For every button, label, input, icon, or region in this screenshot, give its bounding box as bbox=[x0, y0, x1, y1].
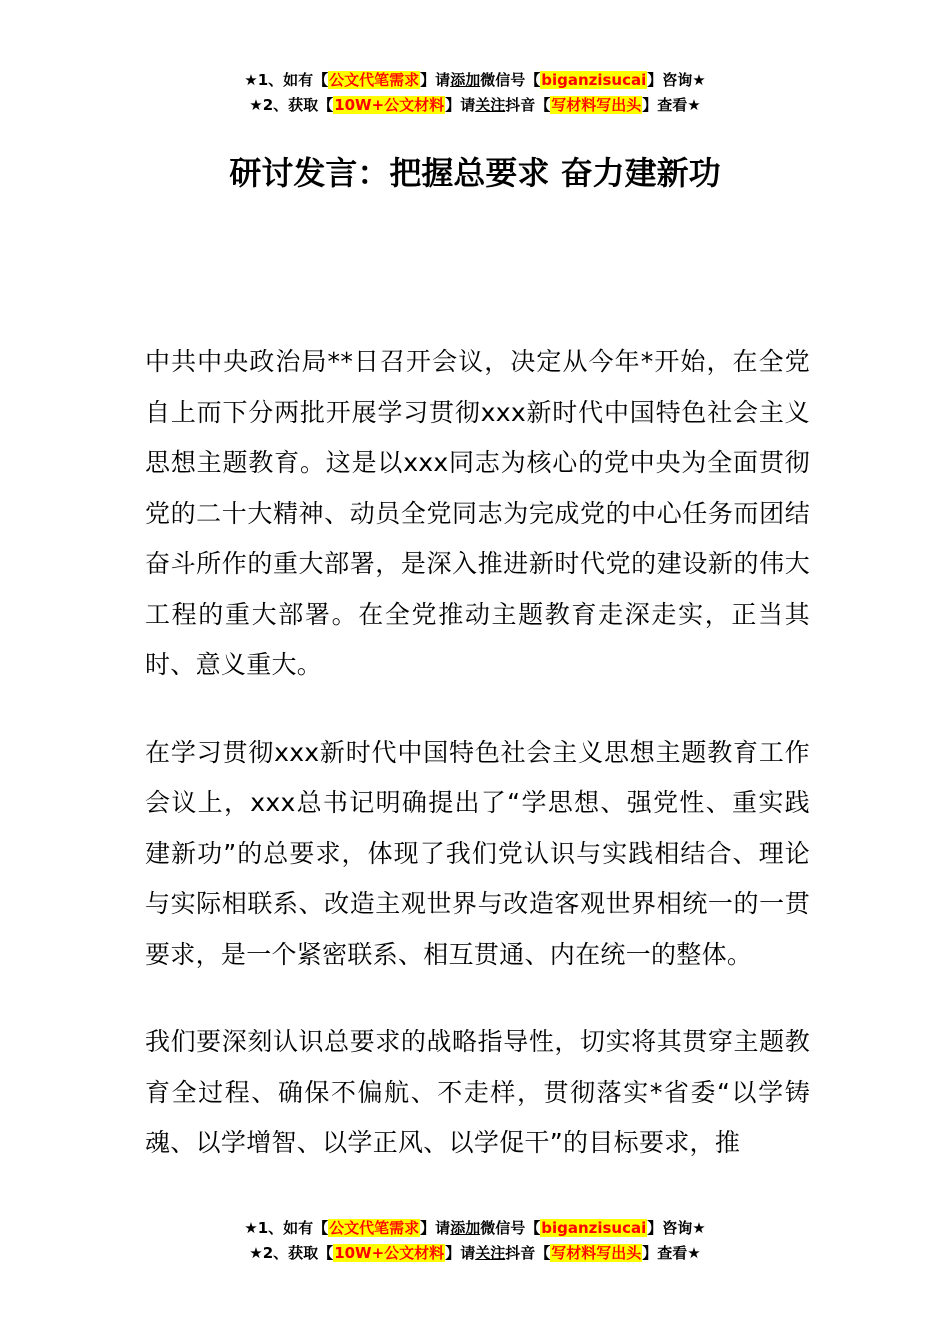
highlight-service: 公文代笔需求 bbox=[329, 71, 420, 89]
highlight-wechat-id: biganzisucai bbox=[541, 1219, 647, 1237]
paragraph-3: 我们要深刻认识总要求的战略指导性，切实将其贯穿主题教育全过程、确保不偏航、不走样，贯彻落实*省委“以学铸魂、以学增智、以学正风、以学促干”的目标要求，推 bbox=[145, 1027, 810, 1157]
document-body bbox=[145, 337, 810, 1206]
banner-line-1: ★1、如有【公文代笔需求】请添加微信号【biganzisucai】咨询★ bbox=[244, 71, 706, 89]
paragraph-1: 中共中央政治局**日召开会议，决定从今年*开始，在全党自上而下分两批开展学习贯彻xxx新时代中国特色社会主义思想主题教育。这是以xxx同志为核心的党中央为全面贯彻党的二十大精神、动员全党同志为完成党的中心任务而团结奋斗所作的重大部署，是深入推进新时代党的建设新的伟大工程的重大部署。在全党推动主题教育走深走实，正当其时、意义重大。 bbox=[145, 347, 810, 679]
highlight-douyin-id: 写材料写出头 bbox=[551, 1244, 642, 1262]
banner-line-2: ★2、获取【10W+公文材料】请关注抖音【写材料写出头】查看★ bbox=[249, 96, 701, 114]
banner-line-1: ★1、如有【公文代笔需求】请添加微信号【biganzisucai】咨询★ bbox=[244, 1219, 706, 1237]
highlight-materials: 10W+公文材料 bbox=[334, 96, 445, 114]
highlight-wechat-id: biganzisucai bbox=[541, 71, 647, 89]
footer-banner bbox=[0, 1216, 950, 1266]
highlight-materials: 10W+公文材料 bbox=[334, 1244, 445, 1262]
banner-line-2: ★2、获取【10W+公文材料】请关注抖音【写材料写出头】查看★ bbox=[249, 1244, 701, 1262]
highlight-douyin-id: 写材料写出头 bbox=[551, 96, 642, 114]
header-banner bbox=[0, 68, 950, 118]
highlight-service: 公文代笔需求 bbox=[329, 1219, 420, 1237]
paragraph-2: 在学习贯彻xxx新时代中国特色社会主义思想主题教育工作会议上，xxx总书记明确提出了“学思想、强党性、重实践建新功”的总要求，体现了我们党认识与实践相结合、理论与实际相联系、改造主观世界与改造客观世界相统一的一贯要求，是一个紧密联系、相互贯通、内在统一的整体。 bbox=[145, 737, 810, 969]
document-title: 研讨发言：把握总要求 奋力建新功 bbox=[229, 154, 721, 192]
